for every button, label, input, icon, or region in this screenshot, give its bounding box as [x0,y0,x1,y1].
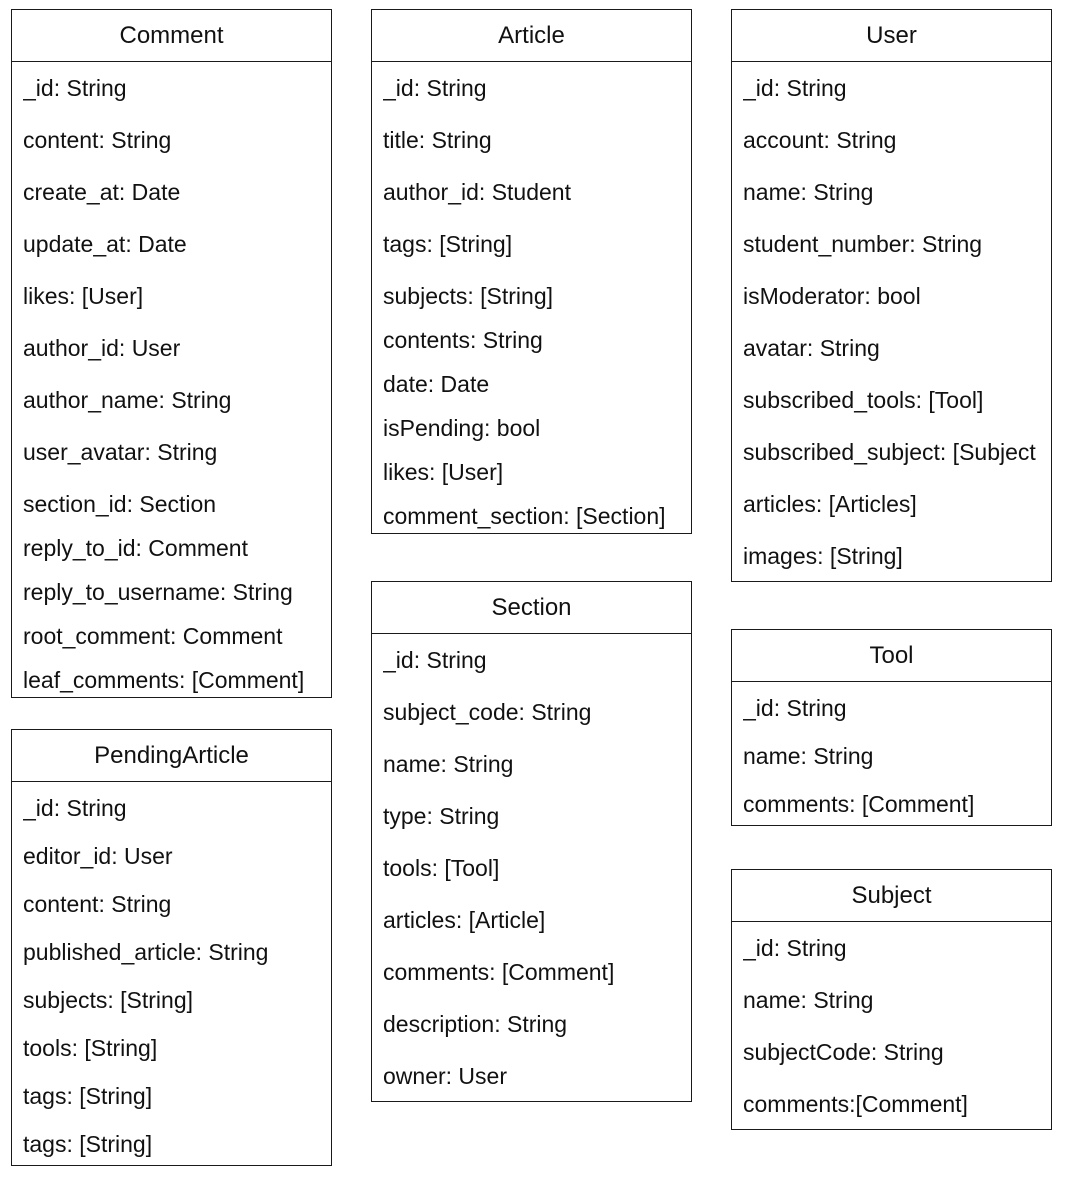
class-field: comments: [Comment] [383,959,615,985]
class-field: reply_to_username: String [23,579,293,605]
class-field: content: String [23,127,172,153]
class-field: date: Date [383,371,490,397]
class-box-user [731,9,1052,582]
class-title: Subject [732,870,1051,922]
class-field: reply_to_id: Comment [23,535,248,561]
class-box-pending-article [11,729,332,1166]
class-field: _id: String [23,75,127,101]
class-field: _id: String [23,795,127,821]
class-field: tags: [String] [23,1083,153,1109]
class-field: content: String [23,891,172,917]
class-field: comments:[Comment] [743,1091,968,1117]
class-field: _id: String [383,75,487,101]
class-title: Article [372,10,691,62]
class-field: student_number: String [743,231,983,257]
class-title: PendingArticle [12,730,331,782]
class-field: name: String [383,751,514,777]
class-field: update_at: Date [23,231,187,257]
class-field: editor_id: User [23,843,173,869]
class-field: likes: [User] [383,459,504,485]
class-field: avatar: String [743,335,880,361]
class-field: description: String [383,1011,568,1037]
class-field: tools: [String] [23,1035,158,1061]
class-field: contents: String [383,327,543,353]
class-field: subject_code: String [383,699,592,725]
class-field: comments: [Comment] [743,791,975,817]
class-field: tools: [Tool] [383,855,500,881]
class-field: author_name: String [23,387,232,413]
class-box-section [371,581,692,1102]
class-title: Comment [12,10,331,62]
class-field: subscribed_subject: [Subject [743,439,1036,465]
class-field: _id: String [743,935,847,961]
class-field: leaf_comments: [Comment] [23,667,305,693]
class-field: articles: [Article] [383,907,546,933]
class-field: author_id: Student [383,179,571,205]
class-field: owner: User [383,1063,507,1089]
class-field: likes: [User] [23,283,144,309]
class-field: subjects: [String] [23,987,194,1013]
class-box-tool [731,629,1052,826]
class-field: tags: [String] [23,1131,153,1157]
class-field: user_avatar: String [23,439,218,465]
class-field: author_id: User [23,335,181,361]
class-box-article [371,9,692,534]
class-field: section_id: Section [23,491,217,517]
class-box-subject [731,869,1052,1130]
class-field: isModerator: bool [743,283,921,309]
class-field: _id: String [743,75,847,101]
class-field: subjectCode: String [743,1039,944,1065]
class-field: name: String [743,179,874,205]
class-title: User [732,10,1051,62]
class-field: articles: [Articles] [743,491,917,517]
class-title: Tool [732,630,1051,682]
class-field: published_article: String [23,939,269,965]
class-field: isPending: bool [383,415,541,441]
class-field: comment_section: [Section] [383,503,666,529]
class-field: images: [String] [743,543,903,569]
class-title: Section [372,582,691,634]
class-field: name: String [743,743,874,769]
class-field: type: String [383,803,500,829]
class-box-comment [11,9,332,698]
class-field: subjects: [String] [383,283,554,309]
class-field: root_comment: Comment [23,623,283,649]
class-field: title: String [383,127,492,153]
class-field: account: String [743,127,897,153]
class-field: subscribed_tools: [Tool] [743,387,984,413]
class-field: create_at: Date [23,179,181,205]
class-field: name: String [743,987,874,1013]
class-field: _id: String [743,695,847,721]
class-field: tags: [String] [383,231,513,257]
class-field: _id: String [383,647,487,673]
